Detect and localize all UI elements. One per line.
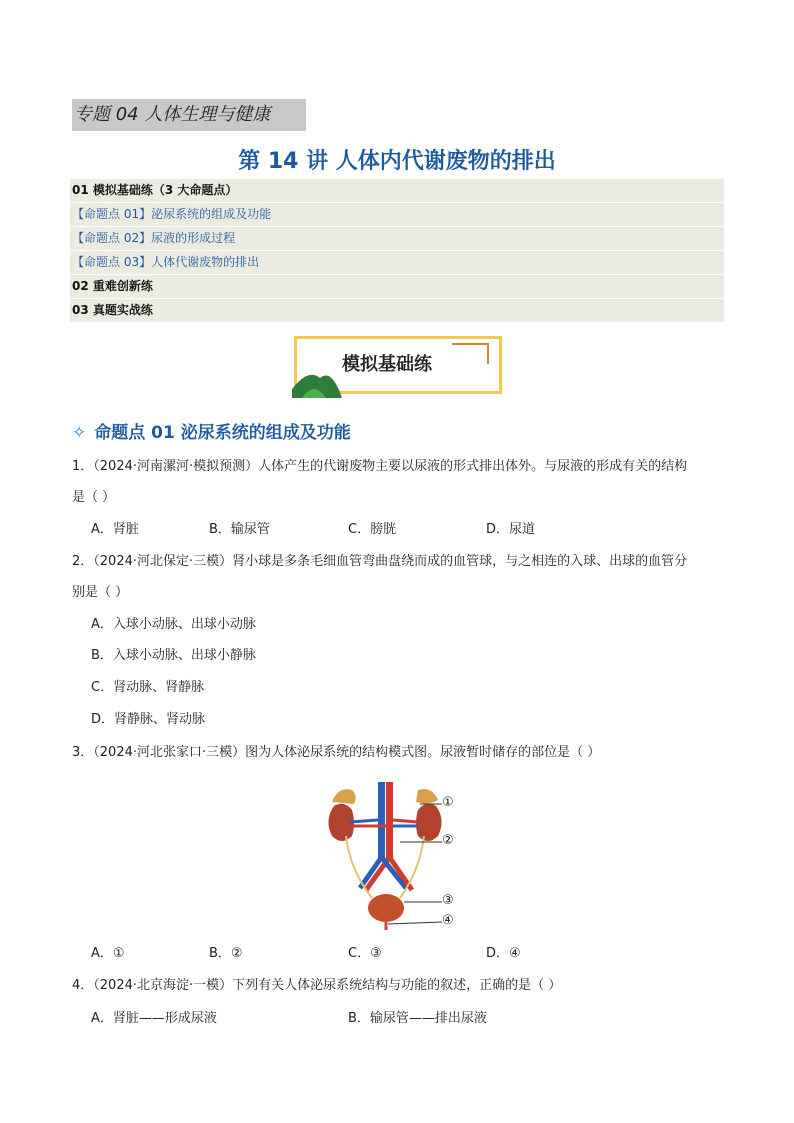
- q1-option-c: C．膀胱: [348, 522, 397, 537]
- section-banner: [292, 336, 504, 396]
- q3-option-b: B．②: [209, 946, 243, 961]
- diagram-label-2: ②: [442, 833, 454, 848]
- section-heading: [72, 418, 351, 443]
- q2-option-a: A．入球小动脉、出球小动脉: [91, 617, 256, 632]
- q3-option-c: C．③: [348, 946, 382, 961]
- q3-option-d: D．④: [486, 946, 521, 961]
- sparkle-icon: ✧: [72, 423, 87, 443]
- q1-option-b: B．输尿管: [209, 522, 270, 537]
- lesson-title: 第 14 讲 人体内代谢废物的排出: [238, 149, 556, 174]
- banner-label: 模拟基础练: [342, 354, 432, 375]
- diagram-label-4: ④: [442, 913, 454, 928]
- q2-option-b: B．入球小动脉、出球小静脉: [91, 648, 256, 663]
- question-1-text: 1．（2024·河南漯河·模拟预测）人体产生的代谢废物主要以尿液的形式排出体外。与尿液的形成有关的结构: [72, 459, 688, 474]
- toc-item: 【命题点 01】泌尿系统的组成及功能: [70, 203, 724, 226]
- q4-option-b: B．输尿管——排出尿液: [348, 1011, 487, 1026]
- toc-item: 【命题点 02】尿液的形成过程: [70, 227, 724, 250]
- question-1-text-cont: 是（ ）: [72, 490, 116, 505]
- table-of-contents: [70, 179, 724, 323]
- question-4-text: 4．（2024·北京海淀·一模）下列有关人体泌尿系统结构与功能的叙述，正确的是（ ）: [72, 978, 562, 993]
- question-2-text-cont: 别是（ ）: [72, 585, 129, 600]
- topic-tag: 专题 04 人体生理与健康: [72, 99, 306, 131]
- q4-option-a: A．肾脏——形成尿液: [91, 1011, 217, 1026]
- toc-item: 01 模拟基础练（3 大命题点）: [70, 179, 724, 202]
- toc-item: 03 真题实战练: [70, 299, 724, 322]
- section-title: 命题点 01 泌尿系统的组成及功能: [94, 423, 351, 443]
- question-2-text: 2．（2024·河北保定·三模）肾小球是多条毛细血管弯曲盘绕而成的血管球，与之相连的入球、出球的血管分: [72, 554, 688, 569]
- q2-option-c: C．肾动脉、肾静脉: [91, 680, 205, 695]
- diagram-label-1: ①: [442, 795, 454, 810]
- q1-option-d: D．尿道: [486, 522, 536, 537]
- question-3-text: 3．（2024·河北张家口·三模）图为人体泌尿系统的结构模式图。尿液暂时储存的部位是（ ）: [72, 745, 601, 760]
- diagram-label-3: ③: [442, 893, 454, 908]
- q3-option-a: A．①: [91, 946, 125, 961]
- toc-item: 02 重难创新练: [70, 275, 724, 298]
- toc-item: 【命题点 03】人体代谢废物的排出: [70, 251, 724, 274]
- q2-option-d: D．肾静脉、肾动脉: [91, 712, 206, 727]
- q1-option-a: A．肾脏: [91, 522, 139, 537]
